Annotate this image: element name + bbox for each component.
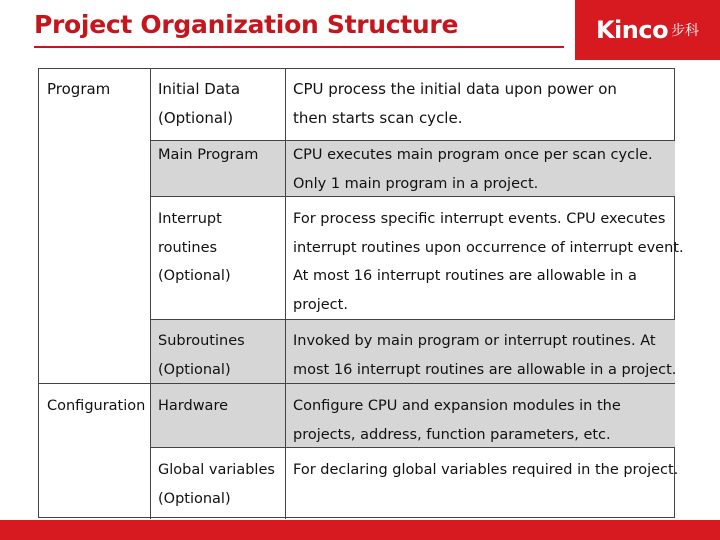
title-underline — [34, 46, 564, 48]
subroutines-name: Subroutines (Optional) — [158, 333, 245, 378]
category-program: Program — [47, 80, 111, 98]
kinco-logo — [575, 0, 720, 60]
initial-data-desc: CPU process the initial data upon power on then starts scan cycle. — [293, 80, 617, 127]
interrupt-name: Interrupt routines (Optional) — [158, 211, 231, 284]
category-configuration: Configuration — [47, 398, 146, 414]
interrupt-desc: For process specific interrupt events. CPU executes interrupt routines upon occurrence of interrupt event. At most 16 interrupt routines are allowable in a project. — [293, 211, 684, 313]
column-divider-1 — [150, 69, 151, 519]
row-divider — [150, 319, 675, 320]
global-variables-desc: For declaring global variables required in the project. — [293, 462, 679, 478]
page-title: Project Organization Structure — [34, 10, 459, 39]
initial-data-name: Initial Data (Optional) — [158, 80, 241, 127]
hardware-name: Hardware — [158, 398, 229, 414]
main-program-desc: CPU executes main program once per scan cycle. Only 1 main program in a project. — [293, 147, 653, 192]
structure-table — [38, 68, 684, 518]
logo-text: Kinco — [595, 16, 669, 44]
main-program-name: Main Program — [158, 147, 259, 163]
global-variables-name: Global variables (Optional) — [158, 462, 275, 507]
logo-chinese-text: 步科 — [671, 23, 700, 39]
hardware-desc: Configure CPU and expansion modules in the projects, address, function parameters, etc. — [293, 398, 621, 443]
footer-bar — [0, 520, 720, 540]
subroutines-desc: Invoked by main program or interrupt routines. At most 16 interrupt routines are allowable in a project. — [293, 333, 677, 378]
